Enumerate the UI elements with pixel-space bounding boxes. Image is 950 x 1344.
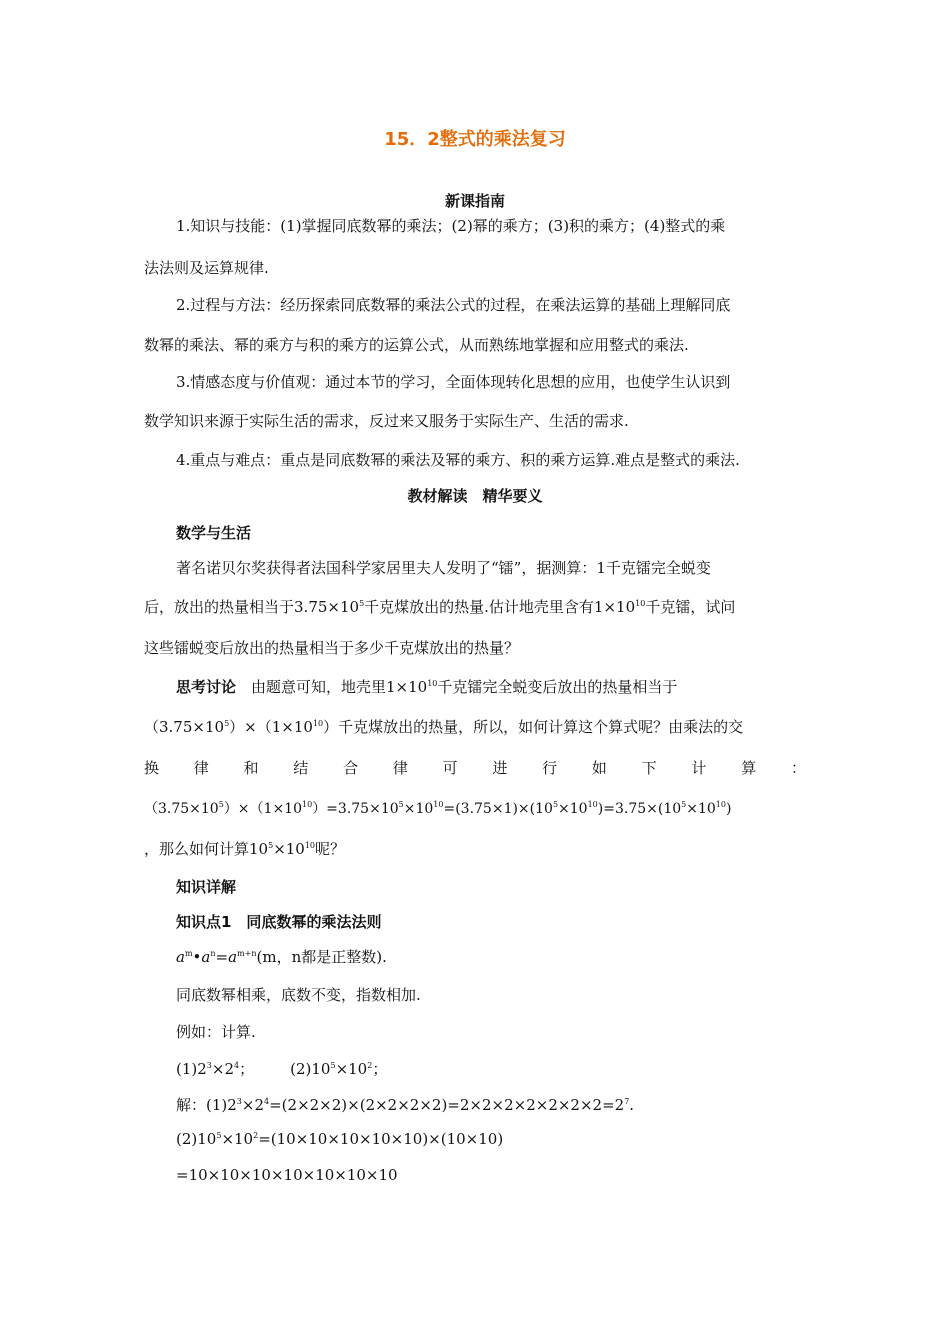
solution-line: =10×10×10×10×10×10×10 bbox=[176, 1166, 398, 1184]
paragraph-line: 1.知识与技能：(1)掌握同底数幂的乘法；(2)幂的乘方；(3)积的乘方；(4)整式的乘 bbox=[176, 217, 726, 235]
exponent: 10 bbox=[635, 599, 646, 608]
exponent: 10 bbox=[587, 800, 598, 809]
text-run: ）×（1×10 bbox=[223, 801, 302, 817]
exponent: 4 bbox=[264, 1097, 270, 1106]
paragraph-line bbox=[144, 716, 743, 737]
text-run: ）=3.75×10 bbox=[312, 801, 399, 817]
section-heading-new-lesson: 新课指南 bbox=[444, 192, 505, 210]
exponent: 5 bbox=[330, 1061, 336, 1070]
exponent: n bbox=[210, 949, 216, 958]
text-run: =(10×10×10×10×10)×(10×10) bbox=[258, 1130, 504, 1148]
exponent: 4 bbox=[234, 1061, 240, 1070]
char: 如 bbox=[591, 759, 607, 777]
exponent: 3 bbox=[206, 1061, 212, 1070]
text-run: ）千克煤放出的热量，所以，如何计算这个算式呢？由乘法的交 bbox=[323, 718, 744, 736]
text-run: ，那么如何计算10 bbox=[144, 840, 269, 858]
exponent: 2 bbox=[367, 1061, 373, 1070]
exponent: 5 bbox=[216, 1131, 222, 1140]
subheading-knowledge: 知识详解 bbox=[176, 878, 237, 896]
text-run: ×2 bbox=[241, 1096, 265, 1114]
var-a: a bbox=[176, 948, 185, 966]
text-run: 千克镭完全蜕变后放出的热量相当于 bbox=[437, 678, 678, 696]
exponent: 10 bbox=[304, 841, 316, 850]
exponent: 10 bbox=[715, 800, 726, 809]
text-run: (1)2 bbox=[176, 1060, 207, 1078]
rule-formula bbox=[176, 946, 387, 967]
char: 下 bbox=[641, 759, 657, 777]
paragraph-line bbox=[176, 676, 677, 697]
text-run: ； bbox=[372, 1060, 388, 1078]
char: 可 bbox=[442, 759, 458, 777]
text-run: ）×（1×10 bbox=[229, 718, 313, 736]
exponent: 10 bbox=[302, 800, 313, 809]
char: 律 bbox=[193, 759, 209, 777]
solution-line bbox=[176, 1094, 634, 1115]
char: 算 bbox=[741, 759, 757, 777]
subheading-knowledge-point-1: 知识点1 同底数幂的乘法法则 bbox=[176, 913, 382, 931]
text-run: (m，n都是正整数). bbox=[256, 948, 387, 966]
char: 合 bbox=[343, 759, 359, 777]
char: 计 bbox=[691, 759, 707, 777]
paragraph-line: 3.情感态度与价值观：通过本节的学习，全面体现转化思想的应用，也使学生认识到 bbox=[176, 373, 731, 391]
solution-line bbox=[176, 1130, 503, 1148]
equals-symbol: = bbox=[215, 948, 229, 966]
paragraph-line: 2.过程与方法：经历探索同底数幂的乘法公式的过程，在乘法运算的基础上理解同底 bbox=[176, 296, 731, 314]
text-run: 千克煤放出的热量.估计地壳里含有1×10 bbox=[364, 598, 636, 616]
exponent: 5 bbox=[552, 800, 559, 809]
dot-symbol: • bbox=[192, 948, 202, 966]
spread-text-line bbox=[144, 757, 806, 778]
text-run: ×10 bbox=[558, 801, 588, 817]
paragraph-line bbox=[144, 596, 735, 617]
exponent: 10 bbox=[312, 719, 324, 728]
char: 律 bbox=[392, 759, 408, 777]
text-run: ×10 bbox=[273, 840, 305, 858]
text-run: =(3.75×1)×(10 bbox=[443, 801, 553, 817]
question-line bbox=[176, 1058, 387, 1079]
char: ： bbox=[790, 759, 806, 777]
exponent: 5 bbox=[224, 719, 230, 728]
formula-line bbox=[144, 798, 731, 818]
exponent: m+n bbox=[237, 949, 257, 958]
paragraph-line: 数学知识来源于实际生活的需求，反过来又服务于实际生产、生活的需求. bbox=[144, 412, 629, 430]
page-title: 15．2整式的乘法复习 bbox=[384, 129, 566, 150]
text-run: (2)10 bbox=[176, 1130, 217, 1148]
text-run: . bbox=[629, 1096, 635, 1114]
text-run: 千克镭，试问 bbox=[645, 598, 736, 616]
formula-line bbox=[144, 838, 345, 859]
paragraph-line: 法法则及运算规律. bbox=[144, 259, 269, 277]
exponent: m bbox=[184, 949, 193, 958]
char: 进 bbox=[492, 759, 508, 777]
text-run: ) bbox=[725, 801, 732, 817]
exponent: 5 bbox=[218, 800, 224, 809]
think-label: 思考讨论 bbox=[176, 678, 237, 696]
text-run: 由题意可知，地壳里1×10 bbox=[236, 678, 428, 696]
text-run: 呢？ bbox=[315, 840, 346, 858]
exponent: 5 bbox=[359, 599, 365, 608]
text-run: =(2×2×2)×(2×2×2×2)=2×2×2×2×2×2×2=2 bbox=[269, 1096, 625, 1114]
subheading-math-life: 数学与生活 bbox=[176, 524, 252, 542]
exponent: 7 bbox=[624, 1097, 630, 1106]
exponent: 5 bbox=[398, 800, 404, 809]
text-run: ×2 bbox=[211, 1060, 235, 1078]
exponent: 10 bbox=[427, 679, 438, 688]
var-a: a bbox=[228, 948, 238, 966]
text-run: ×10 bbox=[221, 1130, 254, 1148]
exponent: 5 bbox=[681, 800, 687, 809]
exponent: 3 bbox=[236, 1097, 242, 1106]
text-run: 解：(1)2 bbox=[176, 1096, 237, 1114]
exponent: 2 bbox=[253, 1131, 259, 1140]
text-run: ×10 bbox=[686, 801, 716, 817]
char: 换 bbox=[144, 759, 160, 777]
var-a: a bbox=[201, 948, 211, 966]
text-run: )=3.75×(10 bbox=[597, 801, 682, 817]
text-run: (2)10 bbox=[290, 1060, 331, 1078]
char: 行 bbox=[542, 759, 558, 777]
section-heading-textbook: 教材解读 精华要义 bbox=[407, 487, 543, 505]
char: 结 bbox=[293, 759, 309, 777]
paragraph-line: 数幂的乘法、幂的乘方与积的乘方的运算公式，从而熟练地掌握和应用整式的乘法. bbox=[144, 336, 689, 354]
paragraph-line: 这些镭蜕变后放出的热量相当于多少千克煤放出的热量？ bbox=[144, 639, 520, 657]
text-run: （3.75×10 bbox=[144, 801, 219, 817]
exponent: 10 bbox=[433, 800, 444, 809]
text-run: ； bbox=[239, 1060, 255, 1078]
text-run: ×10 bbox=[403, 801, 434, 817]
char: 和 bbox=[243, 759, 259, 777]
text-run: （3.75×10 bbox=[144, 718, 225, 736]
text-run: 后，放出的热量相当于3.75×10 bbox=[144, 598, 360, 616]
text-run: ×10 bbox=[335, 1060, 368, 1078]
paragraph-line: 4.重点与难点：重点是同底数幂的乘法及幂的乘方、积的乘方运算.难点是整式的乘法. bbox=[176, 451, 740, 469]
paragraph-line: 同底数幂相乘，底数不变，指数相加. bbox=[176, 986, 421, 1004]
paragraph-line: 著名诺贝尔奖获得者法国科学家居里夫人发明了“镭”，据测算：1千克镭完全蜕变 bbox=[176, 559, 711, 577]
exponent: 5 bbox=[268, 841, 274, 850]
paragraph-line: 例如：计算. bbox=[176, 1023, 256, 1041]
